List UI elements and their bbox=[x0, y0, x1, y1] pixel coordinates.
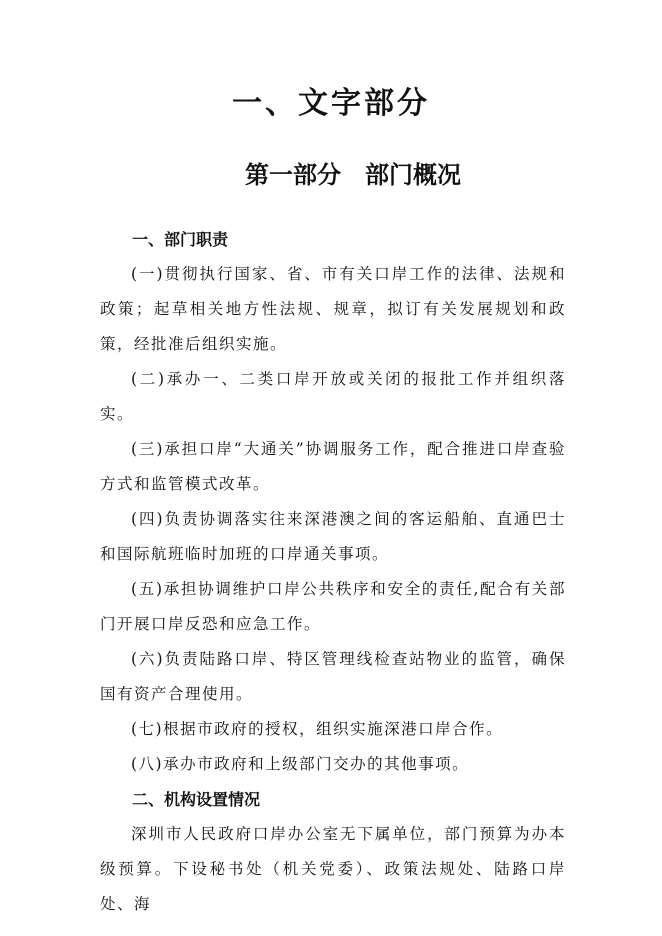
section-heading-duties: 一、部门职责 bbox=[132, 230, 229, 249]
section-heading-organization: 二、机构设置情况 bbox=[132, 790, 261, 809]
organization-paragraph: 深圳市人民政府口岸办公室无下属单位，部门预算为办本级预算。下设秘书处（机关党委）、政策法规处、陆路口岸处、海 bbox=[100, 825, 566, 913]
document-body bbox=[100, 222, 566, 922]
sub-title: 第一部分 部门概况 bbox=[245, 161, 461, 189]
main-title: 一、文字部分 bbox=[232, 86, 430, 121]
duty-item-6: (六)负责陆路口岸、特区管理线检查站物业的监管，确保国有资产合理使用。 bbox=[100, 650, 566, 703]
duty-item-3: (三)承担口岸“大通关”协调服务工作，配合推进口岸查验方式和监管模式改革。 bbox=[100, 440, 566, 493]
duty-item-4: (四)负责协调落实往来深港澳之间的客运船舶、直通巴士和国际航班临时加班的口岸通关事项。 bbox=[100, 510, 566, 563]
duty-item-5: (五)承担协调维护口岸公共秩序和安全的责任,配合有关部门开展口岸反恐和应急工作。 bbox=[100, 580, 566, 633]
duty-item-7: (七)根据市政府的授权，组织实施深港口岸合作。 bbox=[131, 720, 504, 738]
duty-item-1: (一)贯彻执行国家、省、市有关口岸工作的法律、法规和政策；起草相关地方性法规、规章，拟订有关发展规划和政策，经批准后组织实施。 bbox=[100, 265, 566, 353]
duty-item-8: (八)承办市政府和上级部门交办的其他事项。 bbox=[131, 755, 470, 773]
duty-item-2: (二)承办一、二类口岸开放或关闭的报批工作并组织落实。 bbox=[100, 370, 566, 423]
